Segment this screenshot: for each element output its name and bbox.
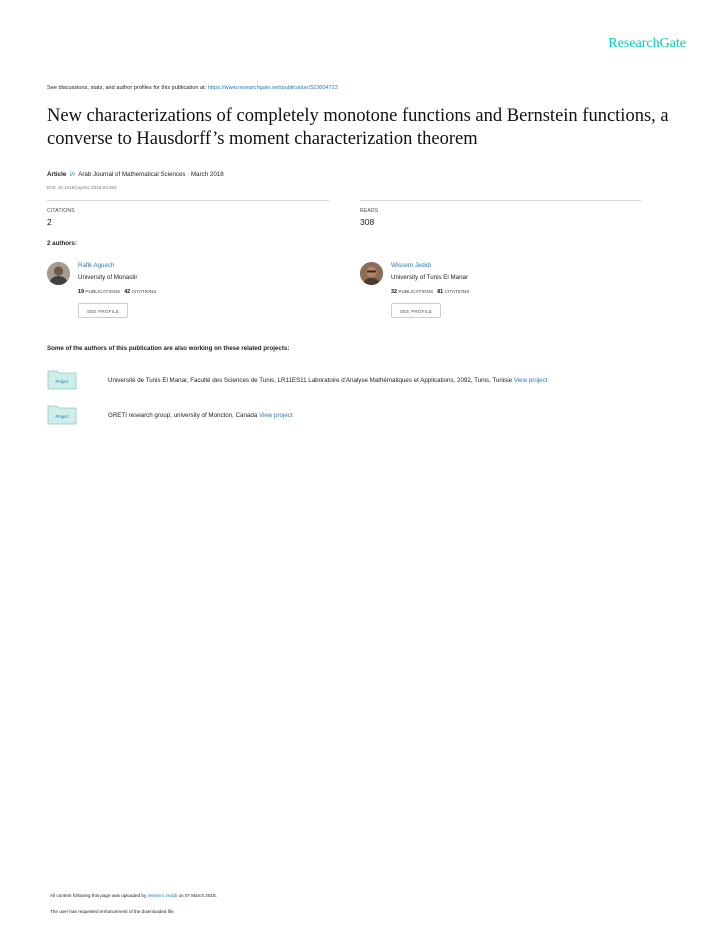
citations-label: CITATIONS — [47, 208, 75, 214]
project-text: GRETI research group, university of Moncton, Canada — [108, 412, 258, 419]
avatar[interactable] — [360, 262, 383, 285]
in-label: in — [70, 171, 75, 178]
publication-url-link[interactable]: https://www.researchgate.net/publication/323604723 — [207, 85, 338, 91]
author-citations-label: CITATIONS — [444, 290, 470, 295]
avatar[interactable] — [47, 262, 70, 285]
publication-title: New characterizations of completely monotone functions and Bernstein functions, a converse to Hausdorff’s moment characterization theorem — [47, 106, 669, 149]
citations-divider — [47, 200, 329, 201]
publication-meta — [47, 171, 224, 178]
citations-count: 2 — [47, 217, 52, 227]
project-item — [47, 403, 677, 429]
related-projects-heading: Some of the authors of this publication are also working on these related projects: — [47, 345, 290, 352]
author-institution: University of Tunis El Manar — [391, 274, 469, 281]
reads-label: READS — [360, 208, 379, 214]
enhancement-note: The user has requested enhancement of the downloaded file. — [50, 909, 175, 914]
view-project-link[interactable]: View project — [259, 412, 293, 419]
reads-divider — [360, 200, 641, 201]
publications-label: PUBLICATIONS — [85, 290, 121, 295]
view-project-link[interactable]: View project — [513, 377, 548, 384]
intro-text: See discussions, stats, and author profiles for this publication at: — [47, 85, 208, 91]
author-stats — [391, 289, 469, 295]
upload-note-post: on 07 March 2018. — [177, 893, 217, 898]
author-citations-label: CITATIONS — [131, 290, 157, 295]
journal-info: Arab Journal of Mathematical Sciences · March 2018 — [78, 171, 224, 178]
author-name-link[interactable]: Wissem Jedidi — [391, 262, 431, 269]
author-card — [360, 260, 610, 320]
project-icon-label: Project — [55, 414, 69, 419]
publication-type: Article — [47, 171, 67, 178]
doi: DOI: 10.1016/j.ajmsc.2018.03.001 — [47, 185, 117, 190]
project-description — [108, 412, 293, 419]
author-card — [47, 260, 297, 320]
researchgate-logo[interactable]: ResearchGate — [608, 36, 686, 51]
author-citations-count: 42 — [124, 289, 131, 295]
project-icon-label: Project — [55, 379, 69, 384]
intro-line — [47, 85, 338, 91]
reads-count: 308 — [360, 217, 375, 227]
avatar-photo — [47, 262, 70, 285]
project-folder-icon[interactable] — [47, 368, 77, 390]
author-institution: University of Monastir — [78, 274, 138, 281]
author-name-link[interactable]: Rafik Aguech — [78, 262, 115, 269]
authors-heading: 2 authors: — [47, 240, 77, 247]
author-citations-count: 81 — [437, 289, 444, 295]
project-item — [47, 368, 677, 394]
upload-note-pre: All content following this page was uploaded by — [50, 893, 148, 898]
see-profile-button[interactable]: SEE PROFILE — [78, 303, 128, 318]
uploader-link[interactable]: Wissem Jedidi — [147, 893, 178, 898]
project-text: Université de Tunis El Manar, Faculté des Sciences de Tunis, LR11ES11 Laboratoire d'Analyse Mathématiques et Applications, 2092, Tunis, Tunisie — [108, 377, 513, 384]
publications-count: 19 — [78, 289, 84, 295]
project-folder-icon[interactable] — [47, 403, 77, 425]
publications-label: PUBLICATIONS — [398, 290, 434, 295]
author-stats — [78, 289, 156, 295]
see-profile-button[interactable]: SEE PROFILE — [391, 303, 441, 318]
publications-count: 32 — [391, 289, 397, 295]
avatar-photo — [360, 262, 383, 285]
project-description — [108, 377, 547, 384]
upload-note — [50, 893, 217, 898]
